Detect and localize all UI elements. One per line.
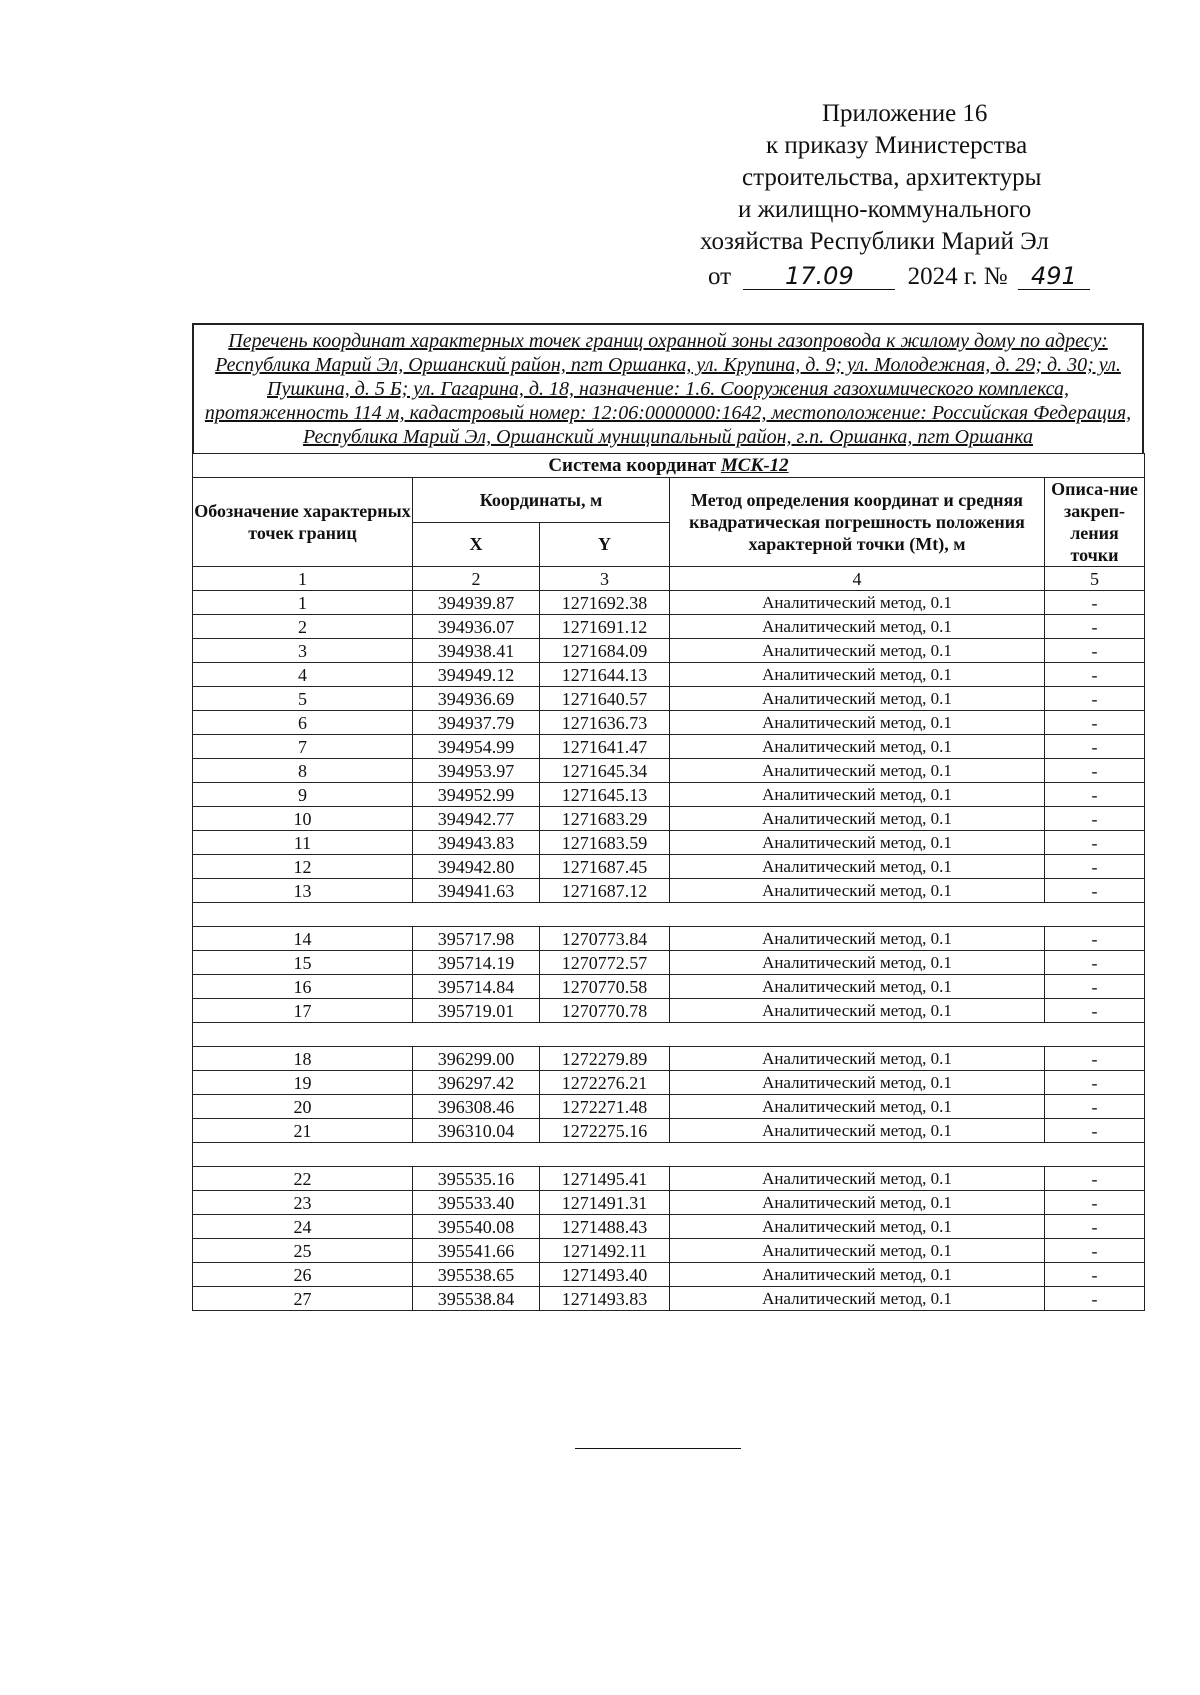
- column-number: 4: [670, 567, 1045, 591]
- method-cell: Аналитический метод, 0.1: [670, 615, 1045, 639]
- point-number-cell: 20: [193, 1095, 413, 1119]
- y-coordinate-cell: 1271691.12: [540, 615, 670, 639]
- group-separator-row: [193, 903, 1145, 927]
- method-cell: Аналитический метод, 0.1: [670, 1239, 1045, 1263]
- method-cell: Аналитический метод, 0.1: [670, 831, 1045, 855]
- group-separator-cell: [193, 1143, 1145, 1167]
- method-cell: Аналитический метод, 0.1: [670, 855, 1045, 879]
- x-coordinate-cell: 394939.87: [413, 591, 540, 615]
- point-number-cell: 22: [193, 1167, 413, 1191]
- table-row: [193, 711, 1145, 735]
- coordinate-system-label: Система координат: [548, 454, 717, 476]
- x-coordinate-cell: 395540.08: [413, 1215, 540, 1239]
- order-date: 17.09: [743, 263, 895, 290]
- order-number: 491: [1018, 263, 1090, 290]
- x-coordinate-cell: 394942.80: [413, 855, 540, 879]
- appendix-line: и жилищно-коммунального: [738, 196, 1032, 223]
- column-number: 3: [540, 567, 670, 591]
- description-cell: -: [1045, 999, 1145, 1023]
- description-cell: -: [1045, 1191, 1145, 1215]
- table-row: [193, 615, 1145, 639]
- point-number-cell: 24: [193, 1215, 413, 1239]
- y-coordinate-cell: 1272271.48: [540, 1095, 670, 1119]
- description-cell: -: [1045, 1119, 1145, 1143]
- point-number-cell: 8: [193, 759, 413, 783]
- method-cell: Аналитический метод, 0.1: [670, 759, 1045, 783]
- method-cell: Аналитический метод, 0.1: [670, 1215, 1045, 1239]
- description-cell: -: [1045, 1167, 1145, 1191]
- x-coordinate-cell: 394949.12: [413, 663, 540, 687]
- x-coordinate-cell: 395541.66: [413, 1239, 540, 1263]
- x-coordinate-cell: 394943.83: [413, 831, 540, 855]
- point-number-cell: 12: [193, 855, 413, 879]
- point-number-cell: 14: [193, 927, 413, 951]
- y-coordinate-cell: 1271641.47: [540, 735, 670, 759]
- closing-rule: [575, 1448, 741, 1449]
- x-coordinate-cell: 394942.77: [413, 807, 540, 831]
- header-description: Описа-ние закреп-ления точки: [1045, 478, 1145, 567]
- x-coordinate-cell: 395535.16: [413, 1167, 540, 1191]
- method-cell: Аналитический метод, 0.1: [670, 1119, 1045, 1143]
- method-cell: Аналитический метод, 0.1: [670, 951, 1045, 975]
- description-cell: -: [1045, 1071, 1145, 1095]
- appendix-line: строительства, архитектуры: [742, 164, 1042, 191]
- method-cell: Аналитический метод, 0.1: [670, 1047, 1045, 1071]
- group-separator-cell: [193, 903, 1145, 927]
- description-cell: -: [1045, 783, 1145, 807]
- point-number-cell: 13: [193, 879, 413, 903]
- point-number-cell: 17: [193, 999, 413, 1023]
- description-cell: -: [1045, 1287, 1145, 1311]
- description-cell: -: [1045, 615, 1145, 639]
- point-number-cell: 7: [193, 735, 413, 759]
- y-coordinate-cell: 1271692.38: [540, 591, 670, 615]
- y-coordinate-cell: 1271492.11: [540, 1239, 670, 1263]
- method-cell: Аналитический метод, 0.1: [670, 1191, 1045, 1215]
- column-numbers-row: [193, 567, 1145, 591]
- method-cell: Аналитический метод, 0.1: [670, 879, 1045, 903]
- coordinates-table: [192, 453, 1145, 1311]
- header-method: Метод определения координат и средняя квадратическая погрешность положения характерной точки (Mt), м: [670, 478, 1045, 567]
- method-cell: Аналитический метод, 0.1: [670, 591, 1045, 615]
- method-cell: Аналитический метод, 0.1: [670, 1167, 1045, 1191]
- method-cell: Аналитический метод, 0.1: [670, 711, 1045, 735]
- y-coordinate-cell: 1271491.31: [540, 1191, 670, 1215]
- y-coordinate-cell: 1272275.16: [540, 1119, 670, 1143]
- table-caption: Перечень координат характерных точек границ охранной зоны газопровода к жилому дому по адресу: Республика Марий Эл, Оршанский район, пгт Оршанка, ул. Крупина, д. 9; ул. Молодежная, д. 29; д. 30; ул. Пушкина, д. 5 Б; ул. Гагарина, д. 18, назначение: 1.6. Сооружения газохимического комплекса, протяженность 114 м, кадастровый номер: 12:06:0000000:1642, местоположение: Российская Федерация, Республика Марий Эл, Оршанский муниципальный район, г.п. Оршанка, пгт Оршанка: [192, 323, 1144, 453]
- table-row: [193, 1287, 1145, 1311]
- description-cell: -: [1045, 687, 1145, 711]
- point-number-cell: 19: [193, 1071, 413, 1095]
- method-cell: Аналитический метод, 0.1: [670, 807, 1045, 831]
- description-cell: -: [1045, 591, 1145, 615]
- description-cell: -: [1045, 1047, 1145, 1071]
- group-separator-row: [193, 1023, 1145, 1047]
- method-cell: Аналитический метод, 0.1: [670, 687, 1045, 711]
- y-coordinate-cell: 1271644.13: [540, 663, 670, 687]
- method-cell: Аналитический метод, 0.1: [670, 1287, 1045, 1311]
- y-coordinate-cell: 1271684.09: [540, 639, 670, 663]
- y-coordinate-cell: 1271640.57: [540, 687, 670, 711]
- point-number-cell: 3: [193, 639, 413, 663]
- y-coordinate-cell: 1271687.45: [540, 855, 670, 879]
- point-number-cell: 5: [193, 687, 413, 711]
- point-number-cell: 10: [193, 807, 413, 831]
- x-coordinate-cell: 396297.42: [413, 1071, 540, 1095]
- description-cell: -: [1045, 759, 1145, 783]
- table-row: [193, 735, 1145, 759]
- date-prefix: от: [708, 263, 732, 290]
- appendix-header: [700, 98, 1160, 293]
- table-row: [193, 951, 1145, 975]
- column-number: 2: [413, 567, 540, 591]
- x-coordinate-cell: 396299.00: [413, 1047, 540, 1071]
- description-cell: -: [1045, 855, 1145, 879]
- y-coordinate-cell: 1271683.59: [540, 831, 670, 855]
- table-body: [193, 591, 1145, 1311]
- x-coordinate-cell: 396308.46: [413, 1095, 540, 1119]
- column-number: 1: [193, 567, 413, 591]
- y-coordinate-cell: 1271493.83: [540, 1287, 670, 1311]
- description-cell: -: [1045, 735, 1145, 759]
- table-row: [193, 831, 1145, 855]
- point-number-cell: 15: [193, 951, 413, 975]
- point-number-cell: 18: [193, 1047, 413, 1071]
- table-row: [193, 1047, 1145, 1071]
- header-row: [193, 478, 1145, 523]
- coordinate-system-value: МСК-12: [720, 454, 789, 476]
- group-separator-row: [193, 1143, 1145, 1167]
- method-cell: Аналитический метод, 0.1: [670, 999, 1045, 1023]
- x-coordinate-cell: 395714.84: [413, 975, 540, 999]
- method-cell: Аналитический метод, 0.1: [670, 783, 1045, 807]
- y-coordinate-cell: 1272279.89: [540, 1047, 670, 1071]
- column-number: 5: [1045, 567, 1145, 591]
- x-coordinate-cell: 394952.99: [413, 783, 540, 807]
- y-coordinate-cell: 1271683.29: [540, 807, 670, 831]
- x-coordinate-cell: 394938.41: [413, 639, 540, 663]
- x-coordinate-cell: 394953.97: [413, 759, 540, 783]
- table-row: [193, 639, 1145, 663]
- y-coordinate-cell: 1272276.21: [540, 1071, 670, 1095]
- table-row: [193, 759, 1145, 783]
- y-coordinate-cell: 1271495.41: [540, 1167, 670, 1191]
- description-cell: -: [1045, 927, 1145, 951]
- table-row: [193, 1071, 1145, 1095]
- y-coordinate-cell: 1271645.13: [540, 783, 670, 807]
- description-cell: -: [1045, 1239, 1145, 1263]
- table-row: [193, 807, 1145, 831]
- y-coordinate-cell: 1270772.57: [540, 951, 670, 975]
- table-row: [193, 927, 1145, 951]
- x-coordinate-cell: 395538.84: [413, 1287, 540, 1311]
- method-cell: Аналитический метод, 0.1: [670, 927, 1045, 951]
- header-designation: Обозначение характерных точек границ: [193, 478, 413, 567]
- table-row: [193, 591, 1145, 615]
- point-number-cell: 6: [193, 711, 413, 735]
- y-coordinate-cell: 1271493.40: [540, 1263, 670, 1287]
- year-text: 2024 г. №: [907, 263, 1008, 290]
- appendix-line: хозяйства Республики Марий Эл: [700, 228, 1049, 255]
- description-cell: -: [1045, 711, 1145, 735]
- description-cell: -: [1045, 807, 1145, 831]
- x-coordinate-cell: 394954.99: [413, 735, 540, 759]
- appendix-line: Приложение 16: [822, 100, 988, 127]
- coordinates-sheet: [192, 323, 1144, 1311]
- point-number-cell: 11: [193, 831, 413, 855]
- method-cell: Аналитический метод, 0.1: [670, 663, 1045, 687]
- coordinate-system-cell: [193, 454, 1145, 478]
- point-number-cell: 9: [193, 783, 413, 807]
- table-row: [193, 999, 1145, 1023]
- table-row: [193, 1215, 1145, 1239]
- x-coordinate-cell: 394941.63: [413, 879, 540, 903]
- table-row: [193, 1119, 1145, 1143]
- x-coordinate-cell: 395719.01: [413, 999, 540, 1023]
- header-x: X: [413, 522, 540, 567]
- point-number-cell: 1: [193, 591, 413, 615]
- y-coordinate-cell: 1270773.84: [540, 927, 670, 951]
- point-number-cell: 26: [193, 1263, 413, 1287]
- table-row: [193, 687, 1145, 711]
- description-cell: -: [1045, 1263, 1145, 1287]
- method-cell: Аналитический метод, 0.1: [670, 639, 1045, 663]
- x-coordinate-cell: 396310.04: [413, 1119, 540, 1143]
- description-cell: -: [1045, 879, 1145, 903]
- description-cell: -: [1045, 1215, 1145, 1239]
- table-row: [193, 1263, 1145, 1287]
- x-coordinate-cell: 395533.40: [413, 1191, 540, 1215]
- point-number-cell: 2: [193, 615, 413, 639]
- description-cell: -: [1045, 639, 1145, 663]
- description-cell: -: [1045, 663, 1145, 687]
- y-coordinate-cell: 1270770.78: [540, 999, 670, 1023]
- table-row: [193, 783, 1145, 807]
- y-coordinate-cell: 1270770.58: [540, 975, 670, 999]
- x-coordinate-cell: 394936.07: [413, 615, 540, 639]
- table-row: [193, 1095, 1145, 1119]
- table-row: [193, 1239, 1145, 1263]
- description-cell: -: [1045, 831, 1145, 855]
- point-number-cell: 21: [193, 1119, 413, 1143]
- method-cell: Аналитический метод, 0.1: [670, 1071, 1045, 1095]
- point-number-cell: 16: [193, 975, 413, 999]
- table-head: [193, 454, 1145, 591]
- header-y: Y: [540, 522, 670, 567]
- appendix-line: к приказу Министерства: [766, 132, 1028, 159]
- coordinate-system-row: [193, 454, 1145, 478]
- point-number-cell: 23: [193, 1191, 413, 1215]
- table-row: [193, 663, 1145, 687]
- group-separator-cell: [193, 1023, 1145, 1047]
- y-coordinate-cell: 1271488.43: [540, 1215, 670, 1239]
- table-row: [193, 1167, 1145, 1191]
- point-number-cell: 25: [193, 1239, 413, 1263]
- description-cell: -: [1045, 1095, 1145, 1119]
- description-cell: -: [1045, 951, 1145, 975]
- table-row: [193, 879, 1145, 903]
- y-coordinate-cell: 1271636.73: [540, 711, 670, 735]
- point-number-cell: 4: [193, 663, 413, 687]
- x-coordinate-cell: 395538.65: [413, 1263, 540, 1287]
- header-coordinates: Координаты, м: [413, 478, 670, 523]
- method-cell: Аналитический метод, 0.1: [670, 735, 1045, 759]
- method-cell: Аналитический метод, 0.1: [670, 1263, 1045, 1287]
- x-coordinate-cell: 394936.69: [413, 687, 540, 711]
- x-coordinate-cell: 395714.19: [413, 951, 540, 975]
- method-cell: Аналитический метод, 0.1: [670, 975, 1045, 999]
- x-coordinate-cell: 394937.79: [413, 711, 540, 735]
- description-cell: -: [1045, 975, 1145, 999]
- table-row: [193, 855, 1145, 879]
- method-cell: Аналитический метод, 0.1: [670, 1095, 1045, 1119]
- table-row: [193, 975, 1145, 999]
- y-coordinate-cell: 1271687.12: [540, 879, 670, 903]
- x-coordinate-cell: 395717.98: [413, 927, 540, 951]
- y-coordinate-cell: 1271645.34: [540, 759, 670, 783]
- table-row: [193, 1191, 1145, 1215]
- point-number-cell: 27: [193, 1287, 413, 1311]
- order-date-line: [708, 261, 1160, 293]
